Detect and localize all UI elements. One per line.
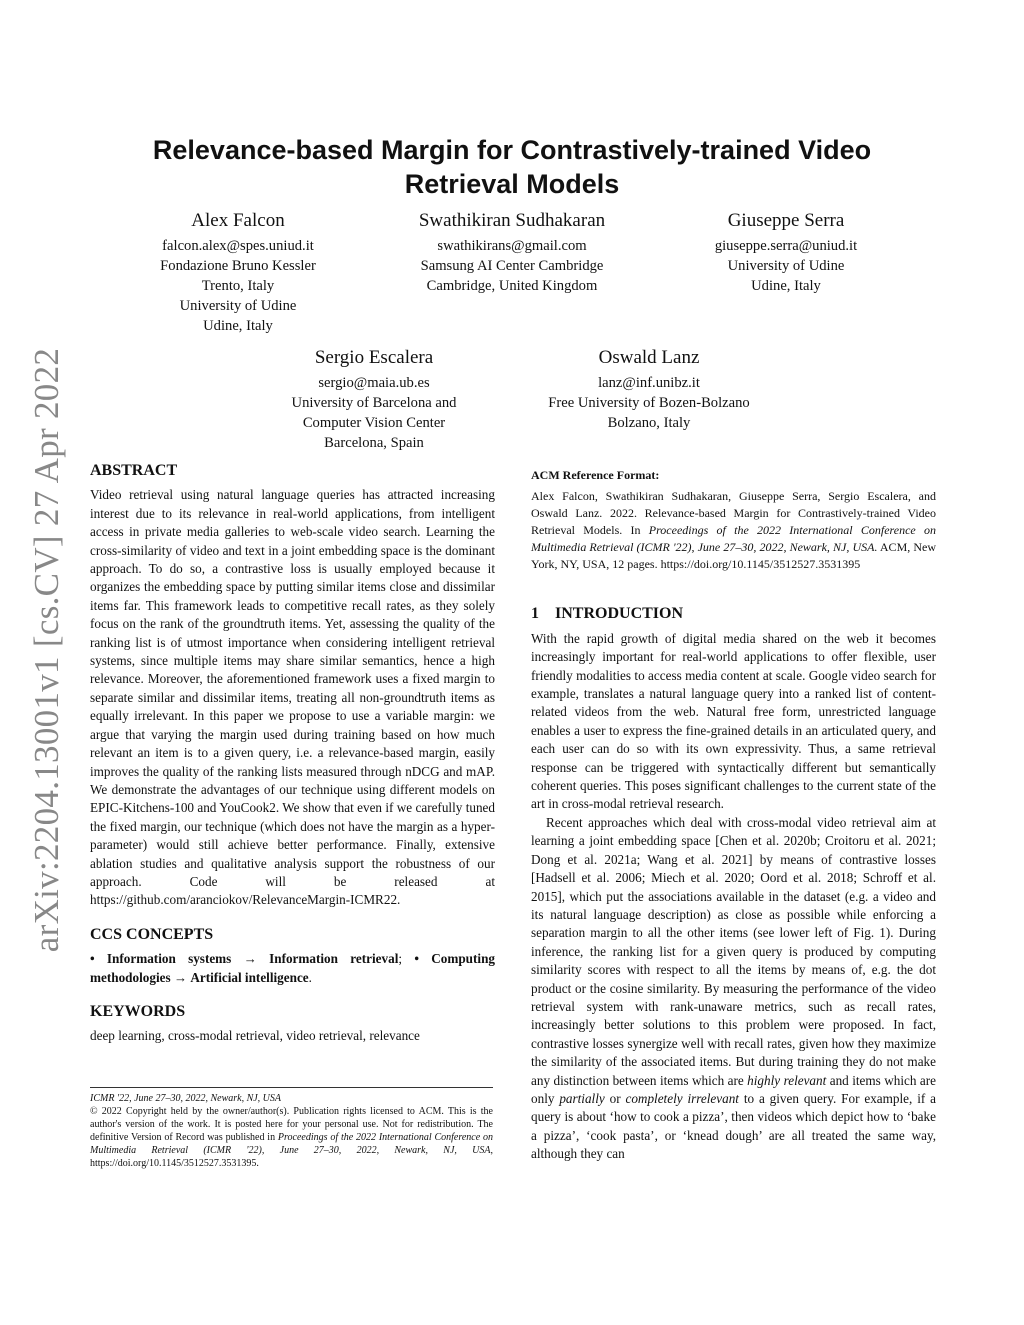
author-block-1 [118,210,358,336]
author-email[interactable]: swathikirans@gmail.com [437,238,587,254]
copyright-proceedings: Proceedings of the 2022 International Conference on Multimedia Retrieval (ICMR '22), June 27–30, 2022, Newark, NJ, USA [90,1132,493,1156]
acm-ref-doi[interactable]: ACM, New York, NY, USA, 12 pages. https://doi.org/10.1145/3512527.3531395 [531,540,936,572]
intro-emphasis: partially [559,1090,605,1106]
author-name: Sergio Escalera [314,347,434,368]
left-column [90,462,495,1046]
author-email[interactable]: sergio@maia.ub.es [318,375,430,391]
acm-ref-proceedings: Proceedings of the 2022 International Conference on Multimedia Retrieval (ICMR '22), June 27–30, 2022, Newark, NJ, USA. [531,523,936,555]
right-column [531,466,936,1164]
author-affiliation: Samsung AI Center Cambridge [420,258,604,274]
intro-paragraph-2 [531,814,936,1164]
keywords-text: deep learning, cross-modal retrieval, video retrieval, relevance [90,1028,420,1044]
ccs-term: • Information systems [90,951,232,967]
author-affiliation: Barcelona, Spain [324,435,424,451]
author-affiliation: Udine, Italy [203,318,273,334]
abstract-text: Video retrieval using natural language queries has attracted increasing interest due to its relevance in real-world applications, from intelligent access in private media galleries to web-scale video search. Learning the cross-similarity of video and text in a joint embedding space is the dominant approach. To do so, a contrastive loss is usually employed because it organizes the embedding space by putting similar items close and dissimilar items far. This framework leads to competitive recall rates, as they solely focus on the rank of the groundtruth items. Yet, assessing the quality of the ranking list is of utmost importance when considering intelligent retrieval systems, since multiple items may share similar semantics, hence a high relevance. Moreover, the aforementioned framework uses a fixed margin to separate similar and dissimilar items, treating all non-groundtruth items as equally irrelevant. In this paper we propose to use a variable margin: we argue that varying the margin used during training based on how much relevant an item is to a given query, i.e. a relevance-based margin, easily improves the quality of the ranking lists measured through nDCG and mAP. We demonstrate the advantages of our technique using different models on EPIC-Kitchens-100 and YouCook2. We show that even if we carefully tuned the fixed margin, our technique (which does not have the margin as a hyper-parameter) would still achieve better performance. Finally, extensive ablation studies and qualitative analysis support the robustness of our approach. Code will be released at https://github.com/aranciokov/RelevanceMargin-ICMR22. [90,487,495,908]
ccs-term: • Computing methodologies [90,951,495,985]
ccs-period: . [308,969,312,985]
author-name: Oswald Lanz [598,347,700,368]
author-block-5 [519,347,779,433]
ccs-arrow: → [231,951,270,967]
ccs-heading: CCS CONCEPTS [90,925,214,943]
author-name: Giuseppe Serra [727,210,845,231]
author-email[interactable]: falcon.alex@spes.uniud.it [162,238,314,254]
author-block-4 [254,347,494,453]
intro-paragraph-1: With the rapid growth of digital media shared on the web it becomes increasingly important for real-world applications to offer flexible, user friendly modalities to access media content at scale. Google video search for example, translates a natural language query into a ranked list of content-related videos from the web. Natural free form, unrestricted language enables a user to express the fine-grained details in an articulated query, and each user can do so with its own expressivity. Thus, a same retrieval response can be triggered with syntactically different but semantically coherent queries. This poses significant challenges to the current state of the art in cross-modal retrieval research. [531,630,936,812]
author-affiliation: Trento, Italy [201,278,275,294]
author-affiliation: University of Barcelona and [291,395,457,411]
acm-ref-text [531,488,936,573]
author-affiliation: Fondazione Bruno Kessler [160,258,316,274]
paper-title: Relevance-based Margin for Contrastively-trained Video Retrieval Models [152,135,872,199]
author-affiliation: University of Udine [179,298,297,314]
acm-ref-heading: ACM Reference Format: [531,468,660,482]
ccs-concepts [90,950,495,987]
author-affiliation: Free University of Bozen-Bolzano [548,395,750,411]
intro-heading: 1 INTRODUCTION [531,605,684,623]
author-email[interactable]: giuseppe.serra@uniud.it [714,238,858,254]
author-name: Alex Falcon [191,210,285,231]
copyright-text [90,1105,493,1170]
author-name: Swathikiran Sudhakaran [418,210,606,231]
arxiv-stamp-text: arXiv:2204.13001v1 [cs.CV] 27 Apr 2022 [27,347,66,953]
ccs-separator: ; [398,951,415,967]
intro-emphasis: highly relevant [747,1072,827,1088]
ccs-term: Information retrieval [269,951,399,967]
author-email[interactable]: lanz@inf.unibz.it [598,375,700,391]
author-block-3 [666,210,906,296]
arxiv-stamp [27,347,67,953]
copyright-footnote [90,1087,493,1170]
intro-emphasis: completely irrelevant [625,1090,739,1106]
conference-line: ICMR '22, June 27–30, 2022, Newark, NJ, USA [90,1093,282,1104]
author-affiliation: University of Udine [727,258,845,274]
keywords-heading: KEYWORDS [90,1002,186,1020]
intro-text: to a given query. For example, if a query is about ‘how to cook a pizza’, then videos which depict how to ‘bake a pizza’, ‘cook pasta’, or ‘knead dough’ are all treated the same way, although they can [531,1090,936,1162]
acm-ref-authors: Alex Falcon, Swathikiran Sudhakaran, Giuseppe Serra, Sergio Escalera, and Oswald Lanz. 2022. Relevance-based Margin for Contrastively-trained Video Retrieval Models. In [531,489,936,538]
ccs-term: Artificial intelligence [190,969,309,985]
intro-text: and items which are only [531,1072,936,1106]
author-affiliation: Bolzano, Italy [607,415,691,431]
author-block-2 [382,210,642,296]
author-affiliation: Computer Vision Center [302,415,446,431]
ccs-arrow: → [170,969,191,985]
intro-text: or [604,1090,626,1106]
abstract-heading: ABSTRACT [90,462,178,479]
author-affiliation: Cambridge, United Kingdom [426,278,598,294]
intro-text: Recent approaches which deal with cross-modal video retrieval aim at learning a joint embedding space [Chen et al. 2020b; Croitoru et al. 2021; Dong et al. 2021a; Wang et al. 2021] by means of contrastive losses [Hadsell et al. 2006; Miech et al. 2020; Oord et al. 2018; Schroff et al. 2015], which put the associations available in the dataset (e.g. a video and its natural language description) as close as possible while enforcing a separation margin to all the other items (see lower left of Fig. 1). During inference, the ranking list for a given query is produced by computing similarity scores with respect to all the items by means of, e.g. the dot product or the cosine similarity. By measuring the performance of the video retrieval system with rank-unaware metrics, such as recall rates, increasingly better solutions to this problem were proposed. In fact, contrastive losses synergize well with recall rates, given how they maximize the similarity of the associated items. But during training they do not make any distinction between items which are [531,814,936,1088]
author-affiliation: Udine, Italy [751,278,821,294]
copyright-body: © 2022 Copyright held by the owner/author(s). Publication rights licensed to ACM. This is the author's version of the work. It is posted here for your personal use. Not for redistribution. The definitive Version of Record was published in [90,1106,493,1143]
copyright-doi[interactable]: , https://doi.org/10.1145/3512527.3531395. [90,1145,493,1169]
